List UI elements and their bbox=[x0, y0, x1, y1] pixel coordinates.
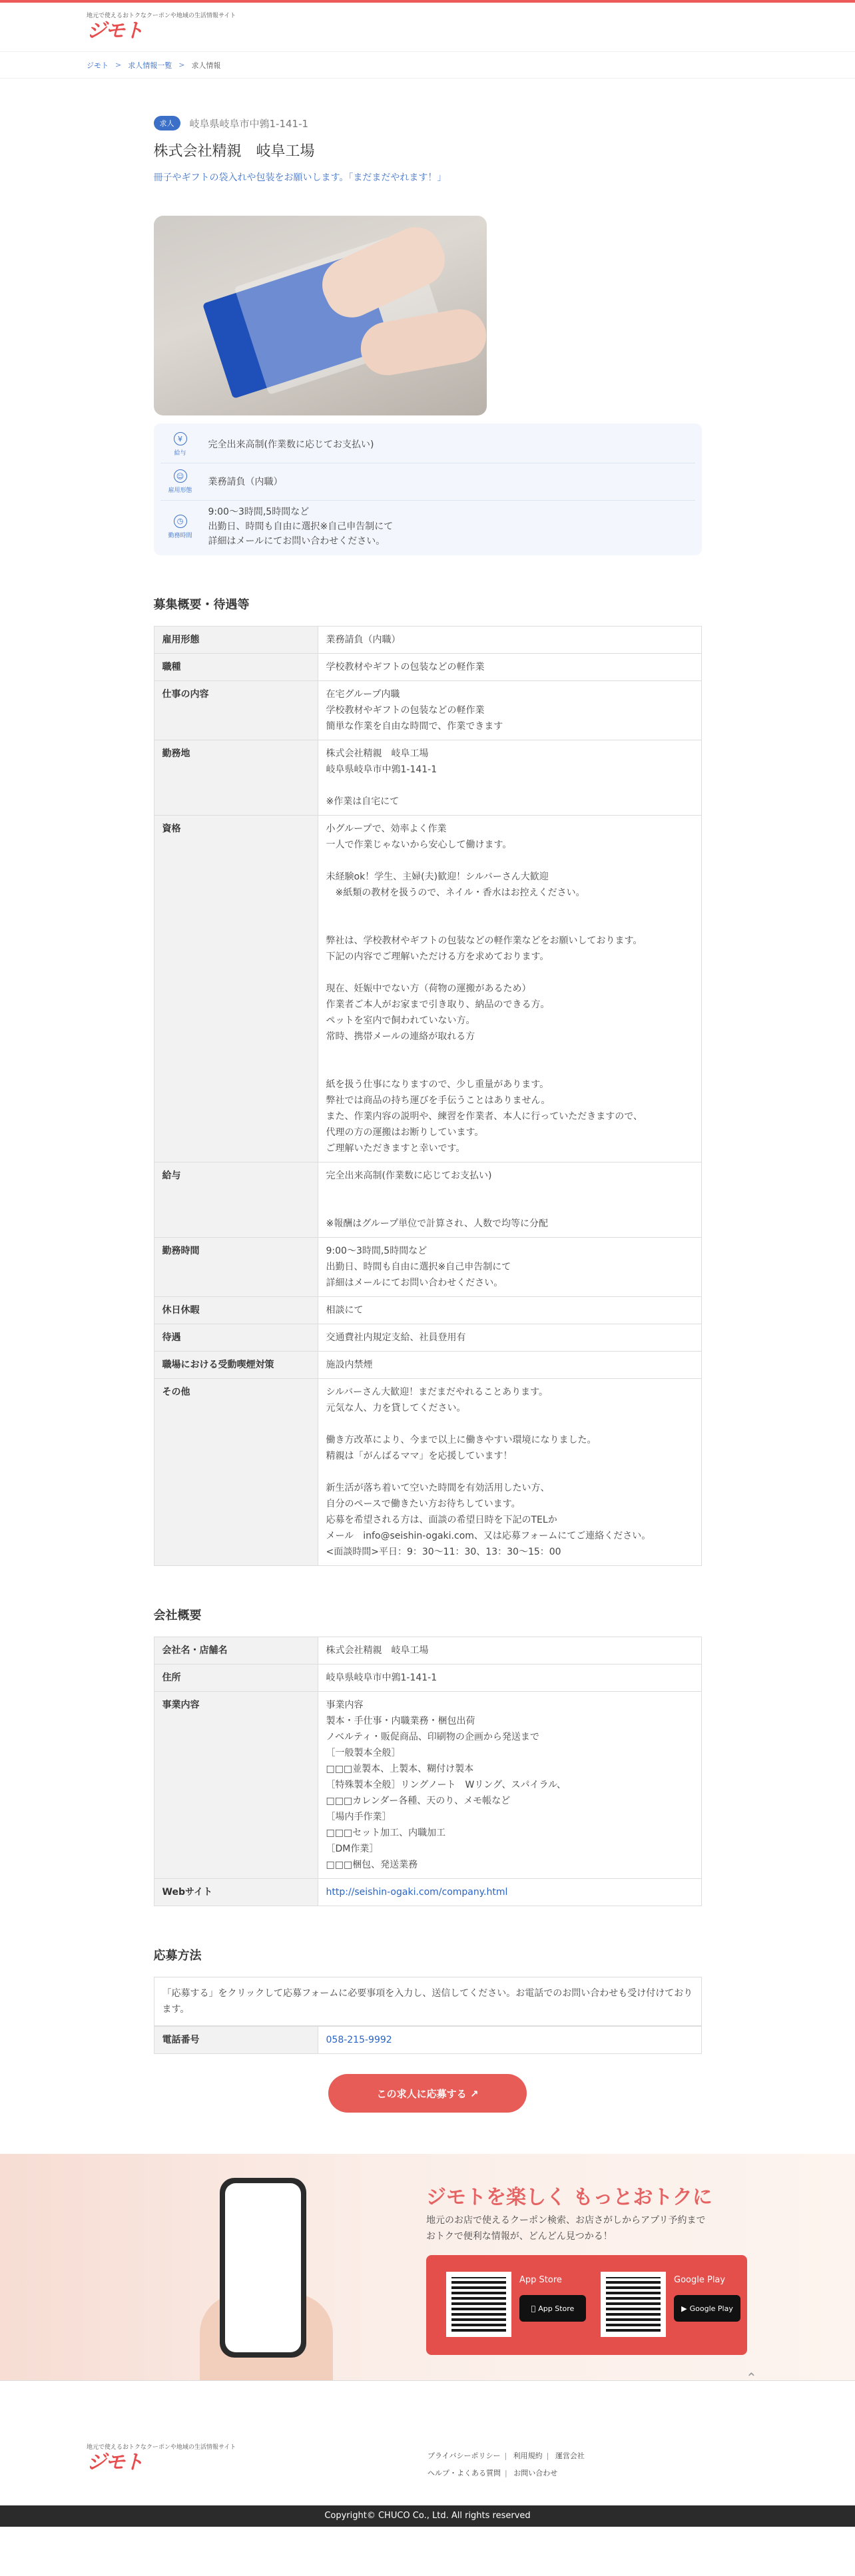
yen-icon: ¥ bbox=[174, 432, 187, 445]
website-link[interactable]: http://seishin-ogaki.com/company.html bbox=[326, 1887, 508, 1898]
googleplay-label: Google Play bbox=[674, 2275, 726, 2285]
row-value: 施設内禁煙 bbox=[318, 1352, 701, 1379]
company-heading: 会社概要 bbox=[153, 1609, 202, 1623]
table-row bbox=[154, 1238, 701, 1297]
apply-heading: 応募方法 bbox=[153, 1949, 202, 1963]
promo-description: 地元のお店で使えるクーポン検索、お店さがしからアプリ予約まで おトクで便利な情報が、どんどん見つかる！ bbox=[426, 2215, 706, 2242]
row-label: 勤務地 bbox=[154, 740, 318, 816]
scroll-to-top-icon[interactable]: ⌃ bbox=[746, 2370, 757, 2386]
row-value: 学校教材やギフトの包装などの軽作業 bbox=[318, 654, 701, 681]
footer-link-privacy[interactable]: プライバシーポリシー bbox=[428, 2451, 501, 2460]
chevron-right-icon: > bbox=[178, 61, 185, 69]
job-summary bbox=[154, 423, 702, 555]
row-label: 仕事の内容 bbox=[154, 681, 318, 740]
store-download-box bbox=[426, 2255, 747, 2355]
breadcrumb-current: 求人情報 bbox=[191, 61, 221, 70]
appstore-qr-code bbox=[446, 2272, 511, 2337]
phone-mockup bbox=[220, 2178, 306, 2358]
footer-link-terms[interactable]: 利用規約 bbox=[513, 2451, 543, 2460]
company-table bbox=[154, 1637, 702, 1906]
promo-title: ジモトを楽しく もっとおトクに bbox=[426, 2186, 712, 2209]
breadcrumb-job-list[interactable]: 求人情報一覧 bbox=[128, 61, 172, 70]
row-label: 職種 bbox=[154, 654, 318, 681]
table-row bbox=[154, 627, 701, 654]
summary-label: 勤務時間 bbox=[168, 532, 192, 539]
chevron-right-icon: > bbox=[115, 61, 122, 69]
row-label: 雇用形態 bbox=[154, 627, 318, 654]
table-row bbox=[154, 1162, 701, 1238]
row-label: その他 bbox=[154, 1379, 318, 1566]
summary-label: 給与 bbox=[174, 450, 186, 457]
row-label: 給与 bbox=[154, 1162, 318, 1238]
apply-button-label: この求人に応募する bbox=[376, 2087, 467, 2100]
footer-logo[interactable]: ジモト bbox=[87, 2451, 142, 2474]
row-label: Webサイト bbox=[154, 1879, 318, 1906]
row-value: 9:00〜3時間,5時間など 出勤日、時間も自由に選択※自己申告制にて 詳細はメールにてお問い合わせください。 bbox=[318, 1238, 701, 1297]
job-address: 岐阜県岐阜市中鶉1-141-1 bbox=[189, 117, 309, 130]
appstore-button-label: App Store bbox=[535, 2304, 573, 2313]
job-badge: 求人 bbox=[154, 116, 180, 130]
external-link-icon: ↗ bbox=[469, 2087, 479, 2100]
summary-value: 9:00〜3時間,5時間など 出勤日、時間も自由に選択※自己申告制にて 詳細はメールにてお問い合わせください。 bbox=[208, 507, 394, 547]
breadcrumb-home[interactable]: ジモト bbox=[87, 61, 109, 70]
googleplay-button[interactable] bbox=[674, 2295, 740, 2322]
site-logo[interactable]: ジモト bbox=[87, 19, 142, 43]
table-row bbox=[154, 1665, 701, 1692]
table-row bbox=[154, 1637, 701, 1665]
row-value: 事業内容 製本・手仕事・内職業務・梱包出荷 ノベルティ・販促商品、印刷物の企画から発送まで ［一般製本全般］ □□□並製本、上製本、糊付け製本 ［特殊製本全般］リングノート Wリング、スパイラル、 □□□カレンダー各種、天のり、メモ帳など ［場内手作業］ □□□セット加工、内職加工 ［DM作業］ □□□梱包、発送業務 bbox=[318, 1692, 701, 1879]
table-row bbox=[154, 1692, 701, 1879]
row-label: 職場における受動喫煙対策 bbox=[154, 1352, 318, 1379]
recruit-table bbox=[154, 626, 702, 1566]
apply-table bbox=[154, 2026, 702, 2054]
row-label: 勤務時間 bbox=[154, 1238, 318, 1297]
table-row bbox=[154, 816, 701, 1162]
job-photo bbox=[154, 216, 487, 415]
table-row bbox=[154, 1297, 701, 1324]
summary-employment bbox=[160, 463, 695, 501]
table-row bbox=[154, 740, 701, 816]
recruit-heading: 募集概要・待遇等 bbox=[153, 598, 250, 612]
app-promo-banner bbox=[0, 2154, 855, 2386]
row-value: 小グループで、効率よく作業 一人で作業じゃないから安心して働けます。 未経験ok！学生、主婦(夫)歓迎！シルバーさん大歓迎 ※紙類の教材を扱うので、ネイル・香水はお控えください。 弊社は、学校教材やギフトの包装などの軽作業などをお願いしております。 下記の内容でご理解いただける方を求めております。 現在、妊娠中でない方（荷物の運搬があるため） 作業者ご本人がお家まで引き取り、納品のできる方。 ペットを室内で飼われていない方。 常時、携帯メールの連絡が取れる方 紙を扱う仕事になりますので、少し重量があります。 弊社では商品の持ち運びを手伝うことはありません。 また、作業内容の説明や、練習を作業者、本人に行っていただきますので、 代理の方の運搬はお断りしています。 ご理解いただきますと幸いです。 bbox=[318, 816, 701, 1162]
apple-icon bbox=[531, 2304, 536, 2313]
appstore-label: App Store bbox=[519, 2275, 562, 2285]
row-label: 待遇 bbox=[154, 1324, 318, 1352]
googleplay-button-label: Google Play bbox=[689, 2304, 733, 2313]
job-detail bbox=[154, 79, 702, 2113]
clock-icon: ◷ bbox=[174, 515, 187, 528]
row-value: 岐阜県岐阜市中鶉1-141-1 bbox=[318, 1665, 701, 1692]
summary-salary bbox=[160, 426, 695, 463]
appstore-button[interactable] bbox=[519, 2295, 586, 2322]
breadcrumb bbox=[0, 52, 855, 79]
row-label: 住所 bbox=[154, 1665, 318, 1692]
row-value: 株式会社精親 岐阜工場 bbox=[318, 1637, 701, 1665]
site-footer bbox=[0, 2380, 855, 2505]
job-catchphrase: 冊子やギフトの袋入れや包装をお願いします。「まだまだやれます！」 bbox=[153, 172, 447, 183]
person-icon: ☺ bbox=[174, 469, 187, 483]
row-value: 完全出来高制(作業数に応じてお支払い) ※報酬はグループ単位で計算され、人数で均等に分配 bbox=[318, 1162, 701, 1238]
table-row bbox=[154, 2027, 701, 2054]
play-icon: ▶ bbox=[681, 2304, 687, 2313]
row-label: 休日休暇 bbox=[154, 1297, 318, 1324]
footer-link-help[interactable]: ヘルプ・よくある質問 bbox=[428, 2469, 501, 2477]
row-value: 相談にて bbox=[318, 1297, 701, 1324]
footer-link-company[interactable]: 運営会社 bbox=[555, 2451, 585, 2460]
summary-hours bbox=[160, 501, 695, 553]
footer-links: プライバシーポリシー | 利用規約 | 運営会社 ヘルプ・よくある質問 | お問い合わせ bbox=[428, 2451, 585, 2477]
row-label: 資格 bbox=[154, 816, 318, 1162]
row-value: 株式会社精親 岐阜工場 岐阜県岐阜市中鶉1-141-1 ※作業は自宅にて bbox=[318, 740, 701, 816]
row-value: シルバーさん大歓迎！まだまだやれることあります。 元気な人、力を貸してください。 働き方改革により、今まで以上に働きやすい環境になりました。 精親は「がんばるママ」を応援しています！ 新生活が落ち着いて空いた時間を有効活用したい方、 自分のペースで働きたい方お待ちしています。 応募を希望される方は、面談の希望日時を下記のTELか メール info@seishin-ogaki.com、又は応募フォームにてご連絡ください。 <面談時間>平日：9：30〜11：30、13：30〜15：00 bbox=[318, 1379, 701, 1566]
header-tagline: 地元で使えるおトクなクーポンや地域の生活情報サイト bbox=[87, 13, 236, 19]
row-value: 業務請負（内職） bbox=[318, 627, 701, 654]
table-row bbox=[154, 1324, 701, 1352]
summary-value: 完全出来高制(作業数に応じてお支払い) bbox=[208, 439, 374, 450]
table-row bbox=[154, 1879, 701, 1906]
table-row bbox=[154, 654, 701, 681]
job-address-row bbox=[154, 115, 702, 132]
row-label: 事業内容 bbox=[154, 1692, 318, 1879]
copyright: Copyright© CHUCO Co., Ltd. All rights reserved bbox=[0, 2505, 855, 2527]
summary-label: 雇用形態 bbox=[168, 487, 192, 494]
phone-link[interactable]: 058-215-9992 bbox=[326, 2035, 392, 2045]
table-row bbox=[154, 681, 701, 740]
table-row bbox=[154, 1352, 701, 1379]
row-label: 会社名・店舗名 bbox=[154, 1637, 318, 1665]
row-value: 在宅グループ内職 学校教材やギフトの包装などの軽作業 簡単な作業を自由な時間で、作業できます bbox=[318, 681, 701, 740]
apply-button[interactable] bbox=[328, 2074, 527, 2113]
table-row bbox=[154, 1379, 701, 1566]
page-title: 株式会社精親 岐阜工場 bbox=[153, 143, 315, 160]
footer-link-contact[interactable]: お問い合わせ bbox=[513, 2469, 558, 2477]
googleplay-qr-code bbox=[601, 2272, 666, 2337]
footer-tagline: 地元で使えるおトクなクーポンや地域の生活情報サイト bbox=[87, 2444, 236, 2451]
row-value: 交通費社内規定支給、社員登用有 bbox=[318, 1324, 701, 1352]
phone-label: 電話番号 bbox=[154, 2027, 318, 2054]
apply-instructions: 「応募する」をクリックして応募フォームに必要事項を入力し、送信してください。お電話でのお問い合わせも受け付けております。 bbox=[154, 1977, 702, 2026]
site-header bbox=[0, 3, 855, 52]
summary-value: 業務請負（内職） bbox=[208, 476, 283, 487]
